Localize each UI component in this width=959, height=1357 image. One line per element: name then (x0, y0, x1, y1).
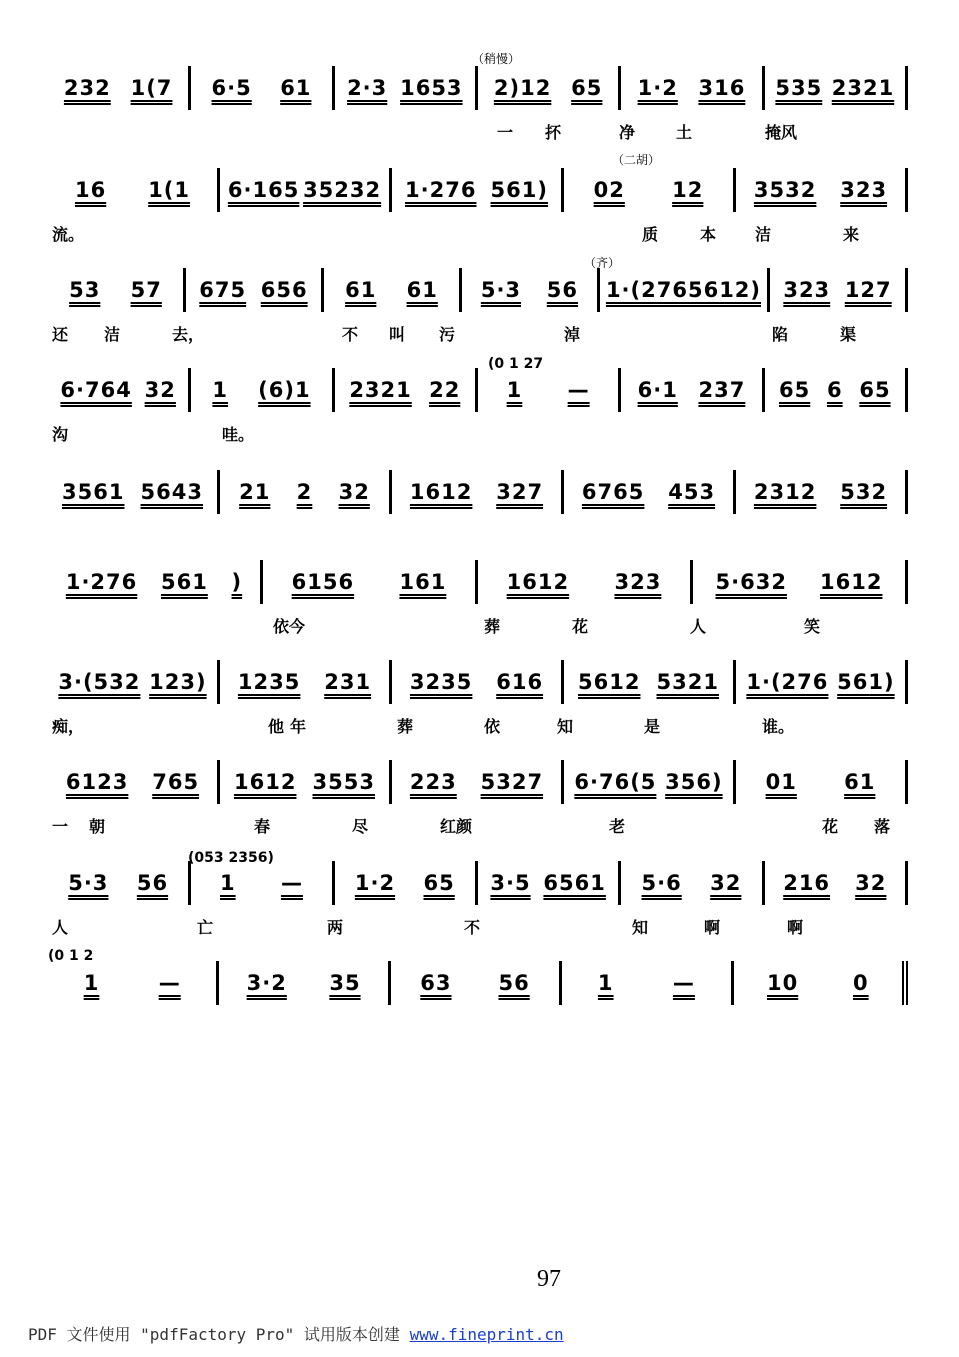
lyric: 来 (843, 225, 860, 244)
note-group: 1 (506, 378, 523, 402)
lyric: 葬 (397, 717, 414, 736)
score-line (48, 861, 908, 905)
note-group: 3·5 (490, 871, 531, 895)
measure (621, 861, 764, 905)
note-group: 1·(276 (605, 278, 688, 302)
note-group: 65 (859, 378, 891, 402)
note-group: 6·764 (60, 378, 132, 402)
note-group: 1235 (237, 670, 301, 694)
lyric: 知 (632, 918, 649, 937)
lyric: 落 (874, 817, 891, 836)
note-group: 2)12 (493, 76, 552, 100)
measure (765, 861, 908, 905)
note-group: 3561 (62, 480, 125, 504)
note-group: 316 (698, 76, 746, 100)
lyric: 去， (172, 325, 205, 344)
lyric: 抔 (545, 123, 562, 142)
lyric: 淖 (564, 325, 581, 344)
note-group: 1612 (820, 570, 883, 594)
note-group: 32 (338, 480, 370, 504)
note-group: 57 (130, 278, 162, 302)
note-group: 56 (546, 278, 579, 302)
performance-annotation: （稍慢） (472, 52, 521, 66)
note-group: — (280, 871, 303, 895)
lyric: 知 (557, 717, 574, 736)
note-group: 1(1 (148, 178, 191, 202)
note-group: 1·2 (637, 76, 678, 100)
note-group: 5612) (687, 278, 762, 302)
measure (191, 368, 334, 412)
note-group: 1612 (409, 480, 473, 504)
score-line (48, 760, 908, 804)
lyric: 土 (676, 123, 693, 142)
note-group: 2 (296, 480, 313, 504)
note-group: 327 (496, 480, 544, 504)
note-group: 161 (399, 570, 447, 594)
footer-link[interactable]: www.fineprint.cn (409, 1325, 564, 1344)
note-group: 223 (409, 770, 457, 794)
note-group: 6123 (65, 770, 129, 794)
note-group: 323 (840, 178, 888, 202)
note-group: 0 (853, 971, 869, 995)
lyric: 人 (52, 918, 69, 937)
measure (48, 66, 191, 110)
measure (734, 961, 908, 1005)
measure (191, 861, 334, 905)
measure (335, 861, 478, 905)
note-group: 1·276 (65, 570, 138, 594)
measure (48, 268, 186, 312)
measure (391, 961, 562, 1005)
measure (392, 168, 564, 212)
lyric: 啊 (787, 918, 804, 937)
performance-annotation: (053 2356) (188, 850, 274, 866)
performance-annotation: (0 1 2 (48, 948, 94, 964)
measure (48, 861, 191, 905)
note-group: ) (231, 570, 243, 594)
lyric: 笑 (804, 617, 821, 636)
note-group: 6765 (581, 480, 645, 504)
note-group: 35232 (303, 178, 382, 202)
note-group: 323 (614, 570, 662, 594)
note-group: 61 (345, 278, 377, 302)
note-group: 6·1 (637, 378, 678, 402)
note-group: 561) (490, 178, 548, 202)
measure (478, 861, 621, 905)
measure (736, 760, 908, 804)
note-group: 453 (668, 480, 716, 504)
lyric: 渠 (840, 325, 857, 344)
measure (564, 660, 736, 704)
measure (693, 560, 908, 604)
lyric: 洁 (104, 325, 121, 344)
note-group: 1·2 (354, 871, 396, 895)
measure (564, 168, 736, 212)
note-group: 1(7 (130, 76, 173, 100)
note-group: 356) (665, 770, 723, 794)
note-group: 5·6 (641, 871, 682, 895)
lyric: 老 (609, 817, 626, 836)
measure (600, 268, 770, 312)
lyric: 人 (690, 617, 707, 636)
lyric: 沟 (52, 425, 69, 444)
note-group: 6156 (291, 570, 355, 594)
lyric: 一 (52, 817, 69, 836)
measure (220, 470, 392, 514)
score-line (48, 368, 908, 412)
lyric: 葬 (484, 617, 501, 636)
note-group: 22 (429, 378, 461, 402)
lyric: 掩风 (765, 123, 798, 142)
note-group: 6·76(5 (574, 770, 657, 794)
note-group: 231 (324, 670, 372, 694)
lyric: 花 (822, 817, 839, 836)
note-group: 232 (63, 76, 111, 100)
lyric: 年 (290, 717, 307, 736)
note-group: 6·5 (211, 76, 252, 100)
note-group: 5321 (656, 670, 719, 694)
note-group: — (158, 971, 181, 995)
note-group: 616 (496, 670, 544, 694)
note-group: 561) (837, 670, 895, 694)
lyric: 本 (700, 225, 717, 244)
note-group: (6)1 (258, 378, 311, 402)
measure (392, 760, 564, 804)
lyric: 亡 (197, 918, 214, 937)
measure (478, 368, 621, 412)
note-group: 5·3 (480, 278, 522, 302)
measure (48, 168, 220, 212)
note-group: 32 (144, 378, 176, 402)
measure (263, 560, 478, 604)
measure (478, 560, 693, 604)
note-group: 3553 (312, 770, 375, 794)
note-group: 35 (329, 971, 361, 995)
lyric: 谁。 (762, 717, 795, 736)
measure (186, 268, 324, 312)
note-group: 675 (199, 278, 247, 302)
page-number: 97 (537, 1266, 561, 1292)
measure (564, 760, 736, 804)
note-group: 5612 (578, 670, 641, 694)
measure (48, 368, 191, 412)
note-group: 32 (855, 871, 887, 895)
measure (621, 66, 764, 110)
note-group: 2·3 (347, 76, 388, 100)
note-group: 1653 (400, 76, 463, 100)
lyric: 红颜 (440, 817, 473, 836)
note-group: — (567, 378, 590, 402)
note-group: 123) (149, 670, 207, 694)
lyric: 质 (642, 225, 659, 244)
lyric: 尽 (352, 817, 369, 836)
note-group: 237 (698, 378, 746, 402)
measure (621, 368, 764, 412)
note-group: 1 (212, 378, 229, 402)
lyric: 两 (327, 918, 344, 937)
note-group: 127 (844, 278, 892, 302)
measure (765, 368, 908, 412)
note-group: 1 (220, 871, 236, 895)
lyric: 依今 (273, 617, 306, 636)
note-group: 53 (69, 278, 101, 302)
note-group: 56 (498, 971, 530, 995)
measure (736, 168, 908, 212)
note-group: 01 (765, 770, 797, 794)
note-group: 02 (593, 178, 625, 202)
lyric: 他 (268, 717, 285, 736)
lyric: 还 (52, 325, 69, 344)
note-group: 63 (420, 971, 452, 995)
lyric: 花 (572, 617, 589, 636)
measure (335, 66, 478, 110)
note-group: 6 (826, 378, 843, 402)
measure (220, 660, 392, 704)
note-group: 65 (423, 871, 455, 895)
measure (765, 66, 908, 110)
measure (392, 470, 564, 514)
note-group: 61 (280, 76, 312, 100)
measure (392, 660, 564, 704)
note-group: 12 (672, 178, 704, 202)
note-group: 6·165 (227, 178, 300, 202)
measure (220, 760, 392, 804)
note-group: 2312 (753, 480, 817, 504)
score-line (48, 268, 908, 312)
note-group: 656 (260, 278, 308, 302)
note-group: 1·(276 (746, 670, 829, 694)
measure (478, 66, 621, 110)
measure (324, 268, 462, 312)
note-group: — (672, 971, 695, 995)
measure (736, 660, 908, 704)
lyric: 洁 (755, 225, 772, 244)
lyric: 哇。 (222, 425, 255, 444)
note-group: 216 (783, 871, 831, 895)
note-group: 1612 (506, 570, 570, 594)
score-line (48, 168, 908, 212)
lyric: 不 (342, 325, 359, 344)
note-group: 3532 (753, 178, 817, 202)
score-line (48, 660, 908, 704)
note-group: 61 (406, 278, 438, 302)
score-line (48, 66, 908, 110)
note-group: 56 (136, 871, 169, 895)
note-group: 1 (83, 971, 100, 995)
score-line (48, 470, 908, 514)
note-group: 765 (152, 770, 200, 794)
lyric: 污 (439, 325, 456, 344)
lyric: 是 (644, 717, 661, 736)
note-group: 561 (160, 570, 208, 594)
measure (564, 470, 736, 514)
note-group: 5643 (140, 480, 203, 504)
note-group: 16 (74, 178, 107, 202)
score-line (48, 961, 908, 1005)
footer (28, 1322, 564, 1345)
lyric: 陷 (772, 325, 789, 344)
lyric: 啊 (704, 918, 721, 937)
note-group: 61 (844, 770, 876, 794)
note-group: 5·3 (68, 871, 109, 895)
note-group: 1612 (234, 770, 297, 794)
lyric: 净 (619, 123, 636, 142)
measure (48, 961, 219, 1005)
lyric: 朝 (89, 817, 106, 836)
measure (562, 961, 733, 1005)
note-group: 535 (775, 76, 823, 100)
lyric: 不 (464, 918, 481, 937)
lyric: 叫 (389, 325, 406, 344)
performance-annotation: （齐） (584, 256, 621, 270)
note-group: 10 (767, 971, 799, 995)
measure (219, 961, 390, 1005)
measure (191, 66, 334, 110)
measure (48, 760, 220, 804)
measure (770, 268, 908, 312)
measure (462, 268, 600, 312)
note-group: 6561 (543, 871, 606, 895)
note-group: 3235 (409, 670, 473, 694)
measure (736, 470, 908, 514)
lyric: 春 (254, 817, 271, 836)
note-group: 21 (239, 480, 271, 504)
note-group: 1·276 (405, 178, 477, 202)
lyric: 一 (497, 123, 514, 142)
footer-text: PDF 文件使用 "pdfFactory Pro" 试用版本创建 (28, 1325, 410, 1344)
lyric: 痴， (52, 717, 85, 736)
note-group: 3·(532 (58, 670, 141, 694)
note-group: 65 (779, 378, 811, 402)
note-group: 3·2 (246, 971, 287, 995)
note-group: 1 (597, 971, 614, 995)
performance-annotation: （二胡） (612, 153, 661, 167)
performance-annotation: (0 1 27 (488, 356, 544, 372)
note-group: 323 (783, 278, 831, 302)
lyric: 依 (484, 717, 501, 736)
lyric: 流。 (52, 225, 85, 244)
note-group: 65 (571, 76, 603, 100)
measure (335, 368, 478, 412)
note-group: 5·632 (715, 570, 787, 594)
note-group: 532 (840, 480, 888, 504)
note-group: 2321 (349, 378, 412, 402)
score-line (48, 560, 908, 604)
measure (220, 168, 392, 212)
measure (48, 660, 220, 704)
note-group: 2321 (831, 76, 895, 100)
note-group: 5327 (480, 770, 544, 794)
note-group: 32 (710, 871, 742, 895)
measure (48, 470, 220, 514)
measure (48, 560, 263, 604)
